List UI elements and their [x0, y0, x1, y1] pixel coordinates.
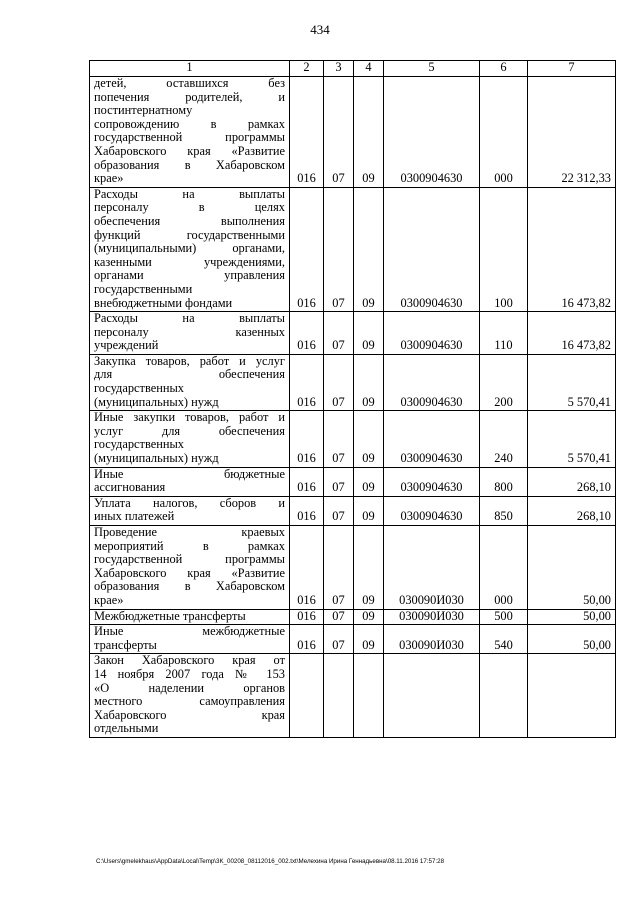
amount-cell: 16 473,82 — [528, 187, 616, 311]
amount-cell: 50,00 — [528, 526, 616, 610]
column-header: 2 — [290, 61, 324, 77]
section-code-cell: 07 — [324, 312, 354, 355]
table-row — [90, 77, 616, 188]
ministry-code-cell: 016 — [290, 609, 324, 625]
ministry-code-cell: 016 — [290, 411, 324, 467]
table-row — [90, 467, 616, 496]
description-line: внебюджетными фондами — [94, 295, 233, 310]
table-row — [90, 411, 616, 467]
description-line: ассигнования — [94, 480, 166, 495]
description-line: постинтернатному — [94, 103, 193, 118]
expense-type-cell: 200 — [480, 354, 528, 410]
ministry-code-cell: 016 — [290, 467, 324, 496]
amount-cell: 5 570,41 — [528, 411, 616, 467]
ministry-code-cell: 016 — [290, 625, 324, 654]
description-line: Расходы на выплаты — [94, 311, 285, 326]
description-line: органами управления — [94, 268, 285, 283]
description-line: учреждений — [94, 338, 159, 353]
subsection-code-cell: 09 — [354, 526, 384, 610]
row-description — [90, 609, 290, 625]
expense-type-cell: 800 — [480, 467, 528, 496]
table-header-row — [90, 61, 616, 77]
ministry-code-cell: 016 — [290, 354, 324, 410]
description-line: Проведение краевых — [94, 525, 285, 539]
table-row — [90, 625, 616, 654]
table-row — [90, 312, 616, 355]
amount-cell: 50,00 — [528, 609, 616, 625]
description-line: персоналу в целях — [94, 200, 285, 215]
page-number: 434 — [310, 22, 330, 37]
description-line: функций государственными — [94, 227, 285, 242]
description-line: крае» — [94, 171, 124, 186]
row-description — [90, 526, 290, 610]
section-code-cell: 07 — [324, 496, 354, 525]
subsection-code-cell: 09 — [354, 625, 384, 654]
target-article-cell: 030090И030 — [384, 526, 480, 610]
ministry-code-cell: 016 — [290, 187, 324, 311]
ministry-code-cell: 016 — [290, 77, 324, 188]
expense-type-cell: 000 — [480, 77, 528, 188]
section-code-cell — [324, 654, 354, 738]
ministry-code-cell: 016 — [290, 526, 324, 610]
table-row — [90, 354, 616, 410]
table-row — [90, 526, 616, 610]
description-line: Хабаровского края «Развитие — [94, 143, 285, 158]
description-line: детей, оставшихся без — [94, 76, 285, 90]
column-header: 4 — [354, 61, 384, 77]
description-line: Хабаровского края «Развитие — [94, 565, 285, 580]
description-line: (муниципальных) нужд — [94, 451, 219, 466]
description-line: обеспечения выполнения — [94, 213, 285, 228]
description-line: персоналу казенных — [94, 324, 285, 339]
amount-cell: 50,00 — [528, 625, 616, 654]
section-code-cell: 07 — [324, 77, 354, 188]
description-line: Уплата налогов, сборов и — [94, 495, 285, 510]
amount-cell: 268,10 — [528, 467, 616, 496]
description-line: государственной программы — [94, 552, 285, 567]
target-article-cell: 030090И030 — [384, 625, 480, 654]
description-line: образования в Хабаровском — [94, 579, 285, 594]
row-description — [90, 77, 290, 188]
expense-type-cell: 850 — [480, 496, 528, 525]
column-header: 5 — [384, 61, 480, 77]
description-line: Иные бюджетные — [94, 466, 285, 481]
amount-cell: 22 312,33 — [528, 77, 616, 188]
target-article-cell: 0300904630 — [384, 496, 480, 525]
subsection-code-cell: 09 — [354, 312, 384, 355]
description-line: казенными учреждениями, — [94, 254, 285, 269]
description-line: мероприятий в рамках — [94, 538, 285, 553]
description-line: трансферты — [94, 637, 157, 652]
row-description — [90, 625, 290, 654]
subsection-code-cell — [354, 654, 384, 738]
description-line: «О наделении органов — [94, 680, 285, 695]
target-article-cell: 0300904630 — [384, 187, 480, 311]
target-article-cell: 0300904630 — [384, 77, 480, 188]
description-line: 14 ноября 2007 года № 153 — [94, 666, 285, 681]
description-line: крае» — [94, 592, 124, 607]
amount-cell: 268,10 — [528, 496, 616, 525]
expense-type-cell: 110 — [480, 312, 528, 355]
ministry-code-cell — [290, 654, 324, 738]
expense-type-cell: 100 — [480, 187, 528, 311]
description-line: для обеспечения — [94, 367, 285, 382]
section-code-cell: 07 — [324, 354, 354, 410]
description-line: иных платежей — [94, 509, 175, 524]
subsection-code-cell: 09 — [354, 496, 384, 525]
row-description — [90, 467, 290, 496]
ministry-code-cell: 016 — [290, 496, 324, 525]
target-article-cell: 0300904630 — [384, 312, 480, 355]
description-line: государственными — [94, 281, 193, 296]
amount-cell: 16 473,82 — [528, 312, 616, 355]
description-line: Закупка товаров, работ и услуг — [94, 353, 285, 368]
table-row — [90, 496, 616, 525]
column-header: 6 — [480, 61, 528, 77]
subsection-code-cell: 09 — [354, 467, 384, 496]
section-code-cell: 07 — [324, 187, 354, 311]
expense-type-cell — [480, 654, 528, 738]
description-line: Закон Хабаровского края от — [94, 653, 285, 668]
ministry-code-cell: 016 — [290, 312, 324, 355]
expense-type-cell: 240 — [480, 411, 528, 467]
description-line: сопровождению в рамках — [94, 116, 285, 131]
target-article-cell: 0300904630 — [384, 411, 480, 467]
description-line: Расходы на выплаты — [94, 186, 285, 201]
file-path-footer: C:\Users\gmelekhaus\AppData\Local\Temp\3K_00208_08112016_002.txt\Мелехина Ирина Геннадьевна\08.11.2016 17:57:28 — [96, 858, 445, 865]
expense-type-cell: 540 — [480, 625, 528, 654]
description-line: государственной программы — [94, 130, 285, 145]
table-row — [90, 187, 616, 311]
section-code-cell: 07 — [324, 625, 354, 654]
column-header: 3 — [324, 61, 354, 77]
row-description — [90, 654, 290, 738]
description-line: попечения родителей, и — [94, 89, 285, 104]
description-line: образования в Хабаровском — [94, 157, 285, 172]
amount-cell — [528, 654, 616, 738]
row-description — [90, 411, 290, 467]
section-code-cell: 07 — [324, 467, 354, 496]
subsection-code-cell: 09 — [354, 354, 384, 410]
description-line: (муниципальными) органами, — [94, 241, 285, 256]
section-code-cell: 07 — [324, 526, 354, 610]
description-line: Хабаровского края — [94, 707, 285, 722]
description-line: Межбюджетные трансферты — [94, 608, 246, 623]
subsection-code-cell: 09 — [354, 609, 384, 625]
expense-type-cell: 000 — [480, 526, 528, 610]
target-article-cell: 030090И030 — [384, 609, 480, 625]
subsection-code-cell: 09 — [354, 411, 384, 467]
row-description — [90, 496, 290, 525]
description-line: (муниципальных) нужд — [94, 394, 219, 409]
amount-cell: 5 570,41 — [528, 354, 616, 410]
description-line: отдельными — [94, 721, 159, 736]
expense-type-cell: 500 — [480, 609, 528, 625]
column-header: 7 — [528, 61, 616, 77]
description-line: государственных — [94, 381, 185, 396]
table-row — [90, 609, 616, 625]
description-line: государственных — [94, 437, 185, 452]
section-code-cell: 07 — [324, 609, 354, 625]
budget-table — [89, 60, 616, 738]
target-article-cell: 0300904630 — [384, 354, 480, 410]
column-header: 1 — [90, 61, 290, 77]
subsection-code-cell: 09 — [354, 187, 384, 311]
target-article-cell: 0300904630 — [384, 467, 480, 496]
description-line: услуг для обеспечения — [94, 423, 285, 438]
row-description — [90, 187, 290, 311]
description-line: местного самоуправления — [94, 694, 285, 709]
target-article-cell — [384, 654, 480, 738]
section-code-cell: 07 — [324, 411, 354, 467]
description-line: Иные закупки товаров, работ и — [94, 410, 285, 425]
row-description — [90, 312, 290, 355]
description-line: Иные межбюджетные — [94, 624, 285, 639]
table-row — [90, 654, 616, 738]
row-description — [90, 354, 290, 410]
subsection-code-cell: 09 — [354, 77, 384, 188]
